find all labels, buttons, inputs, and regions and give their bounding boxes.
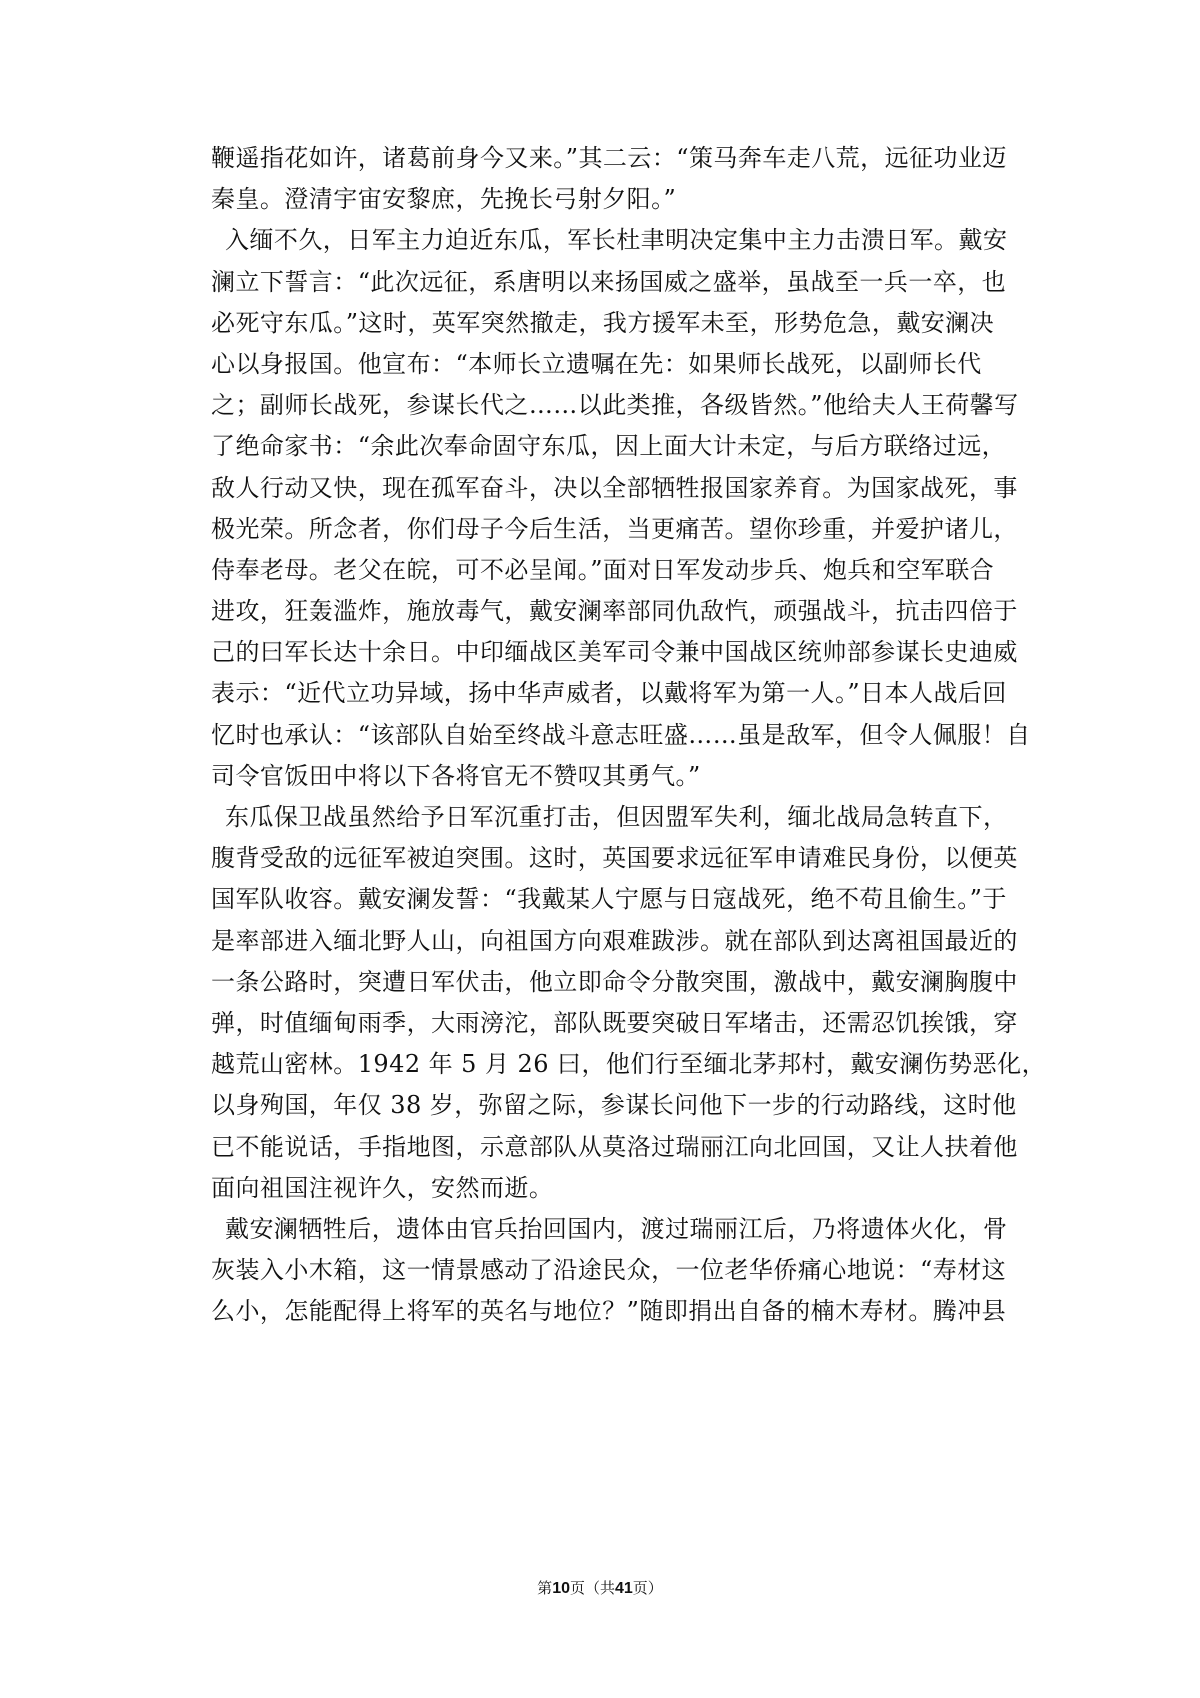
text-line: 东瓜保卫战虽然给予日军沉重打击，但因盟军失利，缅北战局急转直下， — [225, 803, 1008, 831]
page-footer — [0, 1577, 1200, 1598]
text-line: 鞭遥指花如许，诸葛前身今又来。”其二云：“策马奔车走八荒，远征功业迈 — [211, 144, 1007, 172]
text-line: 腹背受敌的远征军被迫突围。这时，英国要求远征军申请难民身份，以便英 — [211, 844, 1018, 873]
text-line: 澜立下誓言：“此次远征，系唐明以来扬国威之盛举，虽战至一兵一卒，也 — [211, 267, 1007, 296]
text-line: 秦皇。澄清宇宙安黎庶，先挽长弓射夕阳。” — [211, 185, 677, 214]
text-line: 入缅不久，日军主力迫近东瓜，军长杜聿明决定集中主力击溃日军。戴安 — [225, 226, 1008, 255]
text-line: 己的曰军长达十余日。中印缅战区美军司令兼中国战区统帅部参谋长史迪威 — [211, 638, 1018, 667]
text-line: 已不能说话，手指地图，示意部队从莫洛过瑞丽江向北回国，又让人扶着他 — [211, 1132, 1018, 1161]
text-line: 越荒山密林。1942 年 5 月 26 曰，他们行至缅北茅邦村，戴安澜伤势恶化， — [211, 1050, 1047, 1079]
text-line: 一条公路时，突遭日军伏击，他立即命令分散突围，激战中，戴安澜胸腹中 — [211, 967, 1018, 996]
text-line: 必死守东瓜。”这时，英军突然撤走，我方援军未至，形势危急，戴安澜决 — [211, 308, 995, 337]
footer-page-number: 10 — [552, 1580, 570, 1597]
text-line: 进攻，狂轰滥炸，施放毒气，戴安澜率部同仇敌忾，顽强战斗，抗击四倍于 — [211, 597, 1018, 626]
text-line: 以身殉国，年仅 38 岁，弥留之际，参谋长问他下一步的行动路线，这时他 — [211, 1091, 1017, 1120]
text-line: 了绝命家书：“余此次奉命固守东瓜，因上面大计未定，与后方联络过远， — [211, 432, 1007, 461]
footer-suffix: 页） — [632, 1579, 663, 1597]
footer-total-pages: 41 — [615, 1580, 633, 1597]
text-line: 心以身报国。他宣布：“本师长立遗嘱在先：如果师长战死，以副师长代 — [211, 349, 982, 378]
text-line: 面向祖国注视许久，安然而逝。 — [211, 1173, 554, 1202]
text-line: 是率部进入缅北野人山，向祖国方向艰难跋涉。就在部队到达离祖国最近的 — [211, 926, 1018, 955]
text-line: 忆时也承认：“该部队自始至终战斗意志旺盛……虽是敌军，但令人佩服！自 — [211, 720, 1031, 749]
text-line: 极光荣。所念者，你们母子今后生活，当更痛苦。望你珍重，并爱护诸儿， — [211, 514, 1018, 543]
body-text — [211, 138, 1047, 1332]
text-line: 表示：“近代立功异域，扬中华声威者，以戴将军为第一人。”日本人战后回 — [211, 679, 1007, 708]
text-line: 戴安澜牺牲后，遗体由官兵抬回国内，渡过瑞丽江后，乃将遗体火化，骨 — [225, 1214, 1008, 1243]
text-line: 弹，时值缅甸雨季，大雨滂沱，部队既要突破日军堵击，还需忍饥挨饿，穿 — [211, 1008, 1018, 1037]
text-line: 灰装入小木箱，这一情景感动了沿途民众，一位老华侨痛心地说：“寿材这 — [211, 1256, 1007, 1285]
text-line: 国军队收容。戴安澜发誓：“我戴某人宁愿与日寇战死，绝不苟且偷生。”于 — [211, 885, 1007, 914]
footer-middle: 页（共 — [569, 1579, 615, 1597]
text-line: 么小，怎能配得上将军的英名与地位？”随即捐出自备的楠木寿材。腾冲县 — [211, 1297, 1007, 1326]
text-line: 侍奉老母。老父在皖，可不必呈闻。”面对日军发动步兵、炮兵和空军联合 — [211, 555, 995, 584]
footer-prefix: 第 — [537, 1579, 553, 1597]
text-line: 之；副师长战死，参谋长代之……以此类推，各级皆然。”他给夫人王荷馨写 — [211, 391, 1019, 420]
text-line: 敌人行动又快，现在孤军奋斗，决以全部牺牲报国家养育。为国家战死，事 — [211, 473, 1018, 502]
text-line: 司令官饭田中将以下各将官无不赞叹其勇气。” — [211, 761, 701, 790]
